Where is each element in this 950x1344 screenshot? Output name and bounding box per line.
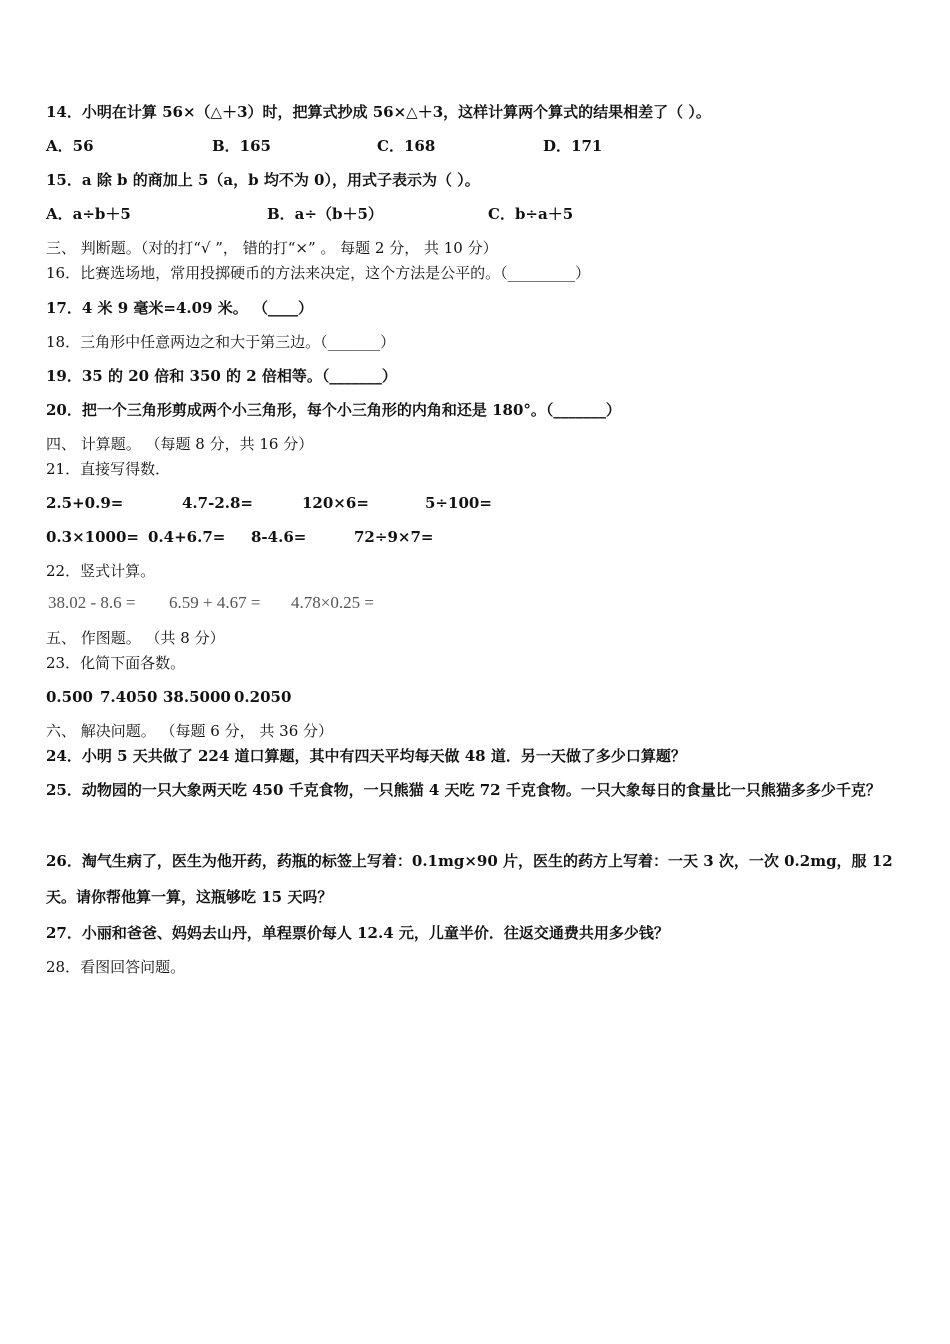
question-14: 14．小明在计算 56×（△＋3）时，把算式抄成 56×△＋3，这样计算两个算式的结果相差了（ ）。 bbox=[46, 103, 711, 121]
q23-number: 0.500 bbox=[46, 688, 93, 706]
q15-option-c: C．b÷a＋5 bbox=[488, 205, 574, 223]
question-17: 17．4 米 9 毫米=4.09 米。 （____） bbox=[46, 299, 313, 317]
section-4-heading: 四、 计算题。 （每题 8 分，共 16 分） bbox=[46, 435, 314, 453]
question-23: 23．化简下面各数。 bbox=[46, 654, 186, 672]
question-25: 25．动物园的一只大象两天吃 450 千克食物，一只熊猫 4 天吃 72 千克食物。一只大象每日的食量比一只熊猫多多少千克？ bbox=[46, 781, 881, 799]
section-6-heading: 六、 解决问题。 （每题 6 分， 共 36 分） bbox=[46, 722, 334, 740]
q15-option-a: A．a÷b＋5 bbox=[46, 205, 131, 223]
question-19: 19．35 的 20 倍和 350 的 2 倍相等。（_______） bbox=[46, 367, 397, 385]
q21-item: 4.7-2.8= bbox=[182, 494, 253, 512]
question-21: 21．直接写得数． bbox=[46, 460, 171, 478]
q14-option-a: A．56 bbox=[46, 137, 94, 155]
q22-item: 4.78×0.25 = bbox=[291, 593, 374, 612]
q21-item: 5÷100= bbox=[425, 494, 492, 512]
q21-item: 2.5+0.9= bbox=[46, 494, 124, 512]
q14-option-b: B．165 bbox=[212, 137, 271, 155]
section-3-heading: 三、 判断题。（对的打“√ ”， 错的打“×” 。 每题 2 分， 共 10 分） bbox=[46, 239, 498, 257]
q22-item: 38.02 - 8.6 = bbox=[48, 593, 136, 612]
q22-item: 6.59 + 4.67 = bbox=[169, 593, 261, 612]
question-26: 26．淘气生病了，医生为他开药，药瓶的标签上写着：0.1mg×90 片，医生的药方上写着：一天 3 次，一次 0.2mg，服 12 天。请你帮他算一算，这瓶够吃 15 天吗？ bbox=[46, 852, 893, 906]
q21-item: 0.4+6.7= bbox=[148, 528, 226, 546]
question-18: 18．三角形中任意两边之和大于第三边。（_______） bbox=[46, 333, 396, 351]
q15-option-b: B．a÷（b＋5） bbox=[267, 205, 383, 223]
section-5-heading: 五、 作图题。 （共 8 分） bbox=[46, 629, 225, 647]
question-28: 28．看图回答问题。 bbox=[46, 958, 186, 976]
q21-item: 8-4.6= bbox=[251, 528, 307, 546]
question-24: 24．小明 5 天共做了 224 道口算题，其中有四天平均每天做 48 道．另一天做了多少口算题？ bbox=[46, 747, 686, 765]
q21-item: 72÷9×7= bbox=[354, 528, 434, 546]
question-16: 16．比赛选场地，常用投掷硬币的方法来决定，这个方法是公平的。（_________） bbox=[46, 264, 591, 282]
q21-item: 0.3×1000= bbox=[46, 528, 139, 546]
question-20: 20．把一个三角形剪成两个小三角形，每个小三角形的内角和还是 180°。（_______） bbox=[46, 401, 621, 419]
q21-item: 120×6= bbox=[302, 494, 369, 512]
q14-option-d: D．171 bbox=[543, 137, 603, 155]
q23-number: 7.4050 bbox=[100, 688, 158, 706]
question-27: 27．小丽和爸爸、妈妈去山丹，单程票价每人 12.4 元，儿童半价．往返交通费共用多少钱？ bbox=[46, 924, 669, 942]
q23-number: 0.2050 bbox=[234, 688, 292, 706]
q23-number: 38.5000 bbox=[163, 688, 231, 706]
q14-option-c: C．168 bbox=[377, 137, 436, 155]
question-15: 15．a 除 b 的商加上 5（a，b 均不为 0），用式子表示为（ ）。 bbox=[46, 171, 480, 189]
question-22: 22．竖式计算。 bbox=[46, 562, 156, 580]
